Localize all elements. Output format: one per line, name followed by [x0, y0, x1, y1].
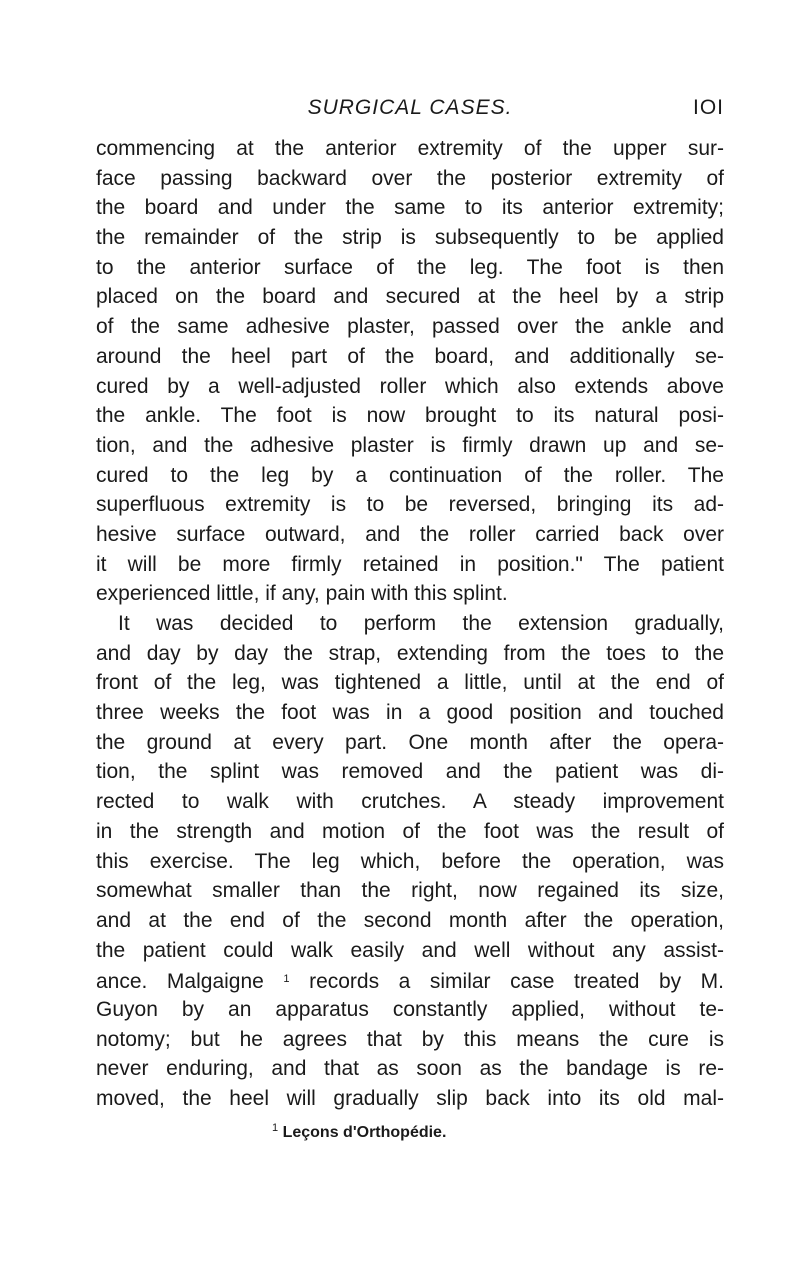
text-line: experienced little, if any, pain with this splint. — [96, 582, 508, 606]
text-line: tion, the splint was removed and the patient was di- — [96, 760, 724, 784]
text-line: hesive surface outward, and the roller carried back over — [96, 522, 724, 546]
text-line: tion, and the adhesive plaster is firmly drawn up and se- — [96, 433, 724, 457]
book-page — [96, 88, 724, 1145]
text-line: in the strength and motion of the foot was the result of — [96, 819, 724, 843]
text-line: superfluous extremity is to be reversed, bringing its ad- — [96, 493, 724, 517]
text-line: Guyon by an apparatus constantly applied, without te- — [96, 997, 724, 1021]
text-line: around the heel part of the board, and additionally se- — [96, 344, 724, 368]
text-line: cured by a well-adjusted roller which also extends above — [96, 374, 724, 398]
text-line: cured to the leg by a continuation of the roller. The — [96, 463, 724, 487]
text-line: placed on the board and secured at the heel by a strip — [96, 285, 724, 309]
text-line: this exercise. The leg which, before the operation, was — [96, 849, 724, 873]
running-title: SURGICAL CASES. — [307, 96, 513, 119]
text-line: the ground at every part. One month after the opera- — [96, 730, 724, 754]
footnote-text: Leçons d'Orthopédie. — [282, 1123, 447, 1141]
text-line: and at the end of the second month after the operation, — [96, 908, 724, 932]
text-line: face passing backward over the posterior extremity of — [96, 166, 724, 190]
text-line: the board and under the same to its anterior extremity; — [96, 196, 724, 220]
text-line: of the same adhesive plaster, passed over the ankle and — [96, 315, 724, 339]
text-line: rected to walk with crutches. A steady improvement — [96, 790, 724, 814]
footnote — [96, 1116, 724, 1145]
text-line: commencing at the anterior extremity of the upper sur- — [96, 137, 724, 160]
text-line: the patient could walk easily and well without any assist- — [96, 938, 724, 962]
text-line: never enduring, and that as soon as the bandage is re- — [96, 1057, 724, 1081]
text-line: it will be more firmly retained in position." The patient — [96, 552, 724, 576]
text-line: and day by day the strap, extending from the toes to the — [96, 641, 724, 665]
text-line: the remainder of the strip is subsequently to be applied — [96, 226, 724, 250]
page-number: IOI — [692, 96, 724, 119]
running-head — [96, 88, 724, 128]
text-segment: records a similar case treated by M. — [309, 970, 724, 994]
text-line: front of the leg, was tightened a little, until at the end of — [96, 671, 724, 695]
body-text — [96, 134, 724, 1114]
footnote-marker: 1 — [272, 1121, 279, 1134]
text-line: the ankle. The foot is now brought to its natural posi- — [96, 404, 724, 428]
text-line-with-footnote-ref — [96, 965, 724, 995]
footnote-reference: 1 — [283, 973, 290, 986]
text-line: somewhat smaller than the right, now regained its size, — [96, 879, 724, 903]
text-line: to the anterior surface of the leg. The foot is then — [96, 255, 724, 279]
text-segment: ance. Malgaigne — [96, 970, 264, 994]
text-line: three weeks the foot was in a good position and touched — [96, 701, 724, 725]
text-line: notomy; but he agrees that by this means the cure is — [96, 1027, 724, 1051]
text-line: moved, the heel will gradually slip back into its old mal- — [96, 1087, 724, 1110]
text-line: It was decided to perform the extension gradually, — [118, 612, 724, 635]
